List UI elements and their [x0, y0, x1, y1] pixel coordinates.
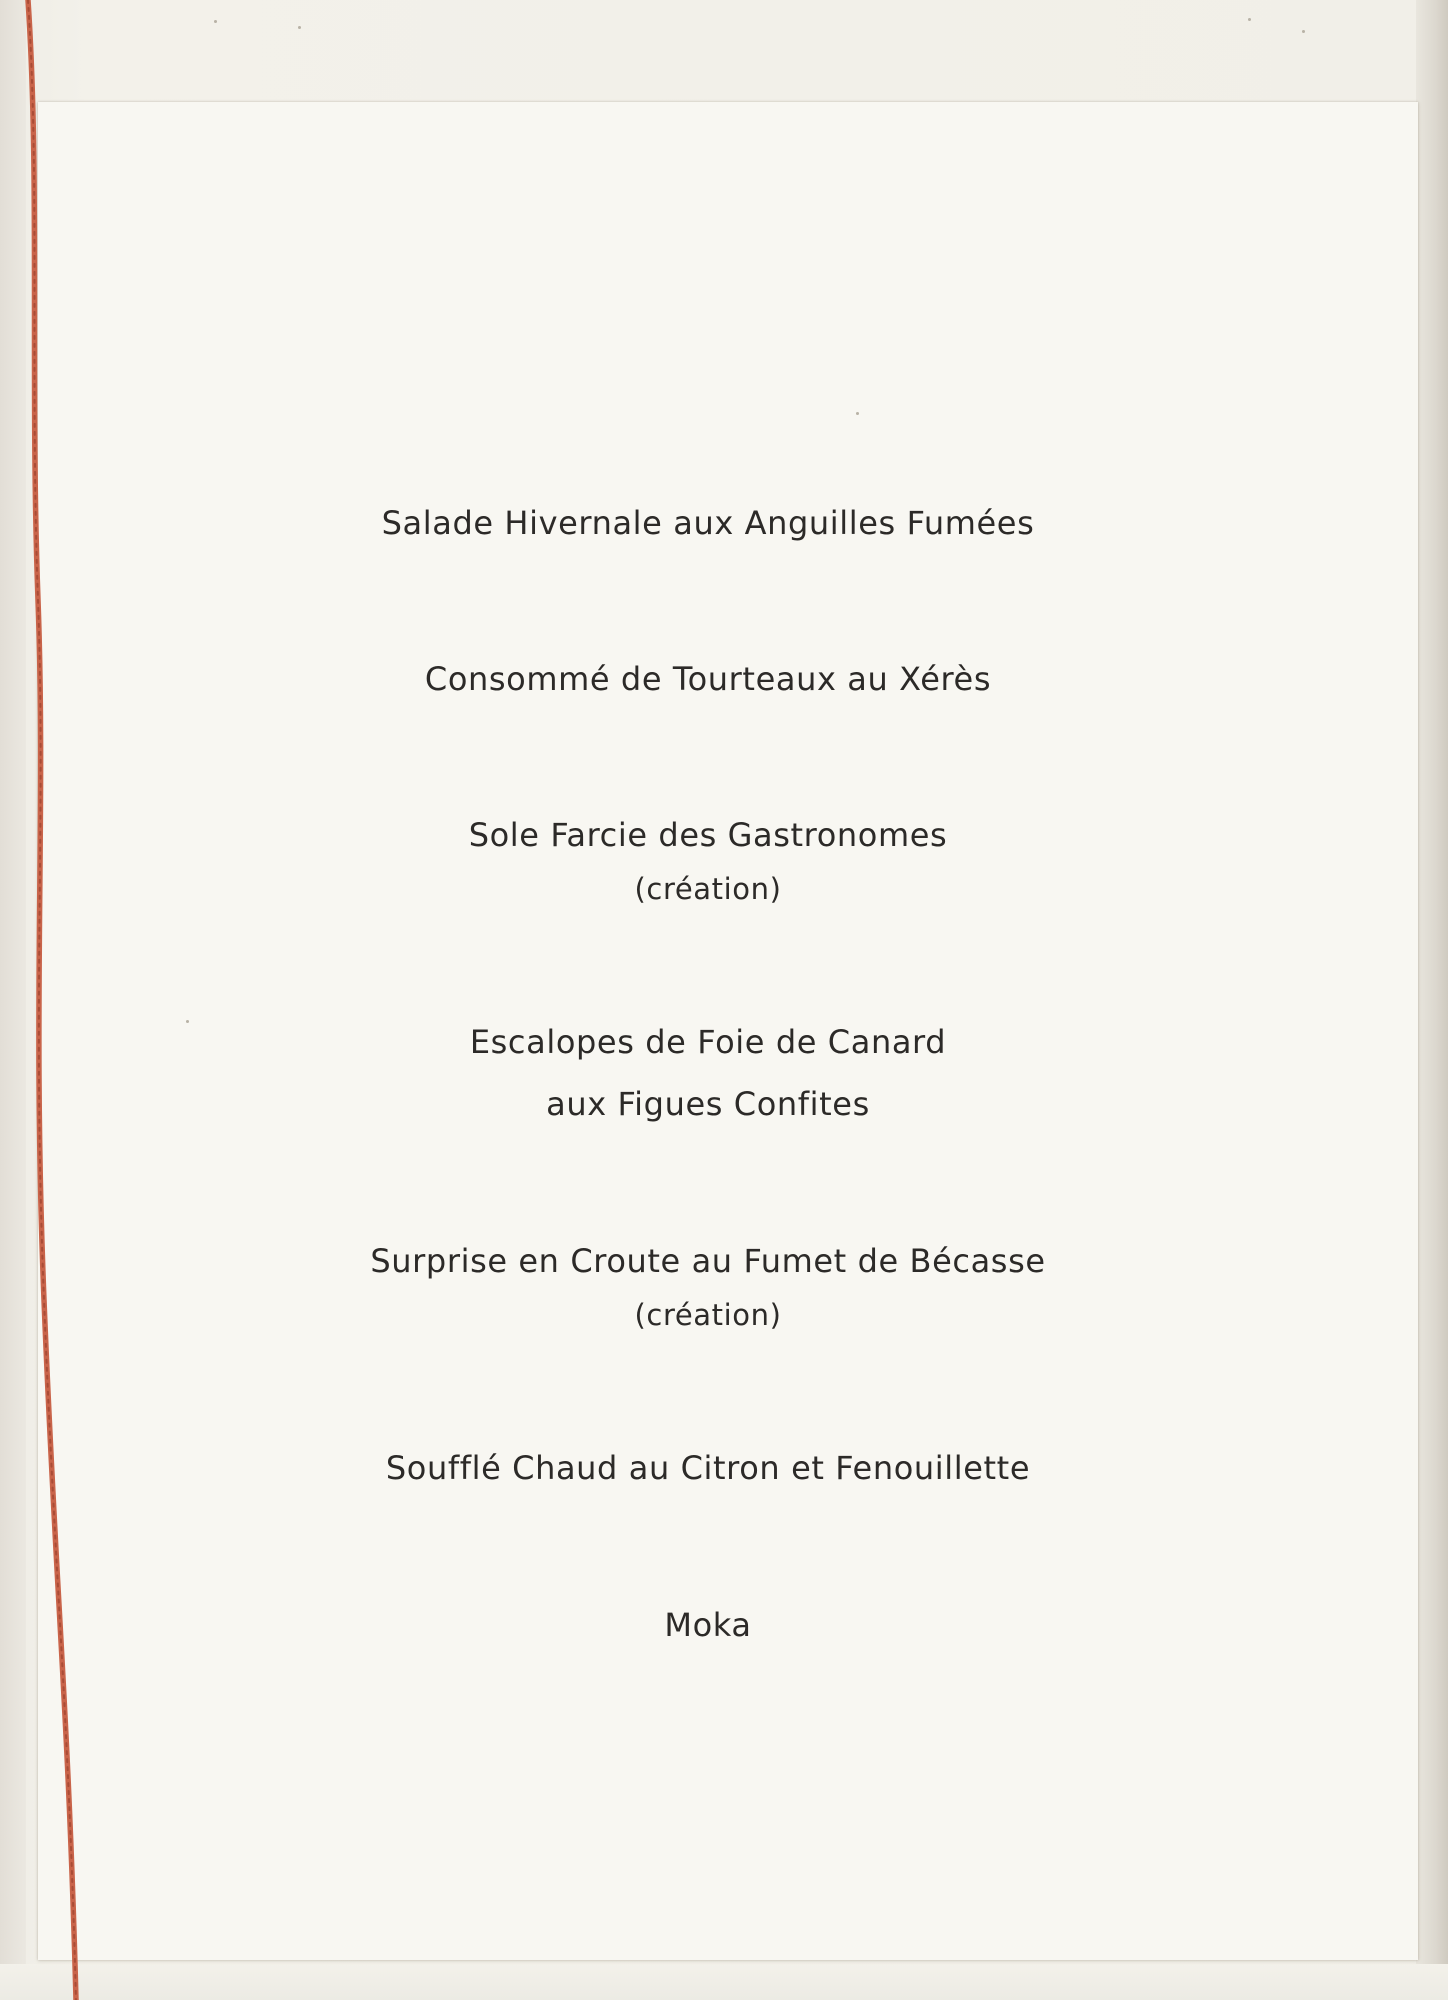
- course-5-note: (création): [634, 1298, 782, 1332]
- course-4-title-line-1: Escalopes de Foie de Canard: [469, 1023, 947, 1061]
- paper-speck: [214, 20, 217, 23]
- paper-speck: [1302, 30, 1305, 33]
- course-6: [38, 1437, 1378, 1499]
- course-6-title: Soufflé Chaud au Citron et Fenouillette: [385, 1449, 1031, 1487]
- course-4-title-line-2: aux Figues Confites: [546, 1085, 870, 1123]
- cover-right-edge: [1416, 0, 1448, 2000]
- course-1: [38, 492, 1378, 554]
- cover-left-edge: [0, 0, 26, 2000]
- course-1-title: Salade Hivernale aux Anguilles Fumées: [381, 504, 1035, 542]
- paper-speck: [1248, 18, 1251, 21]
- course-2: [38, 648, 1378, 710]
- course-3-title: Sole Farcie des Gastronomes: [468, 816, 948, 854]
- paper-speck: [298, 26, 301, 29]
- course-2-title: Consommé de Tourteaux au Xérès: [424, 660, 992, 698]
- course-5-title: Surprise en Croute au Fumet de Bécasse: [370, 1242, 1046, 1280]
- course-4: [38, 1011, 1378, 1135]
- course-5: [38, 1230, 1378, 1338]
- course-3-note: (création): [634, 872, 782, 906]
- menu-courses: [38, 102, 1418, 1960]
- course-3: [38, 804, 1378, 912]
- cover-bottom-edge: [0, 1964, 1448, 2000]
- course-7: [38, 1594, 1378, 1656]
- course-7-title: Moka: [664, 1606, 752, 1644]
